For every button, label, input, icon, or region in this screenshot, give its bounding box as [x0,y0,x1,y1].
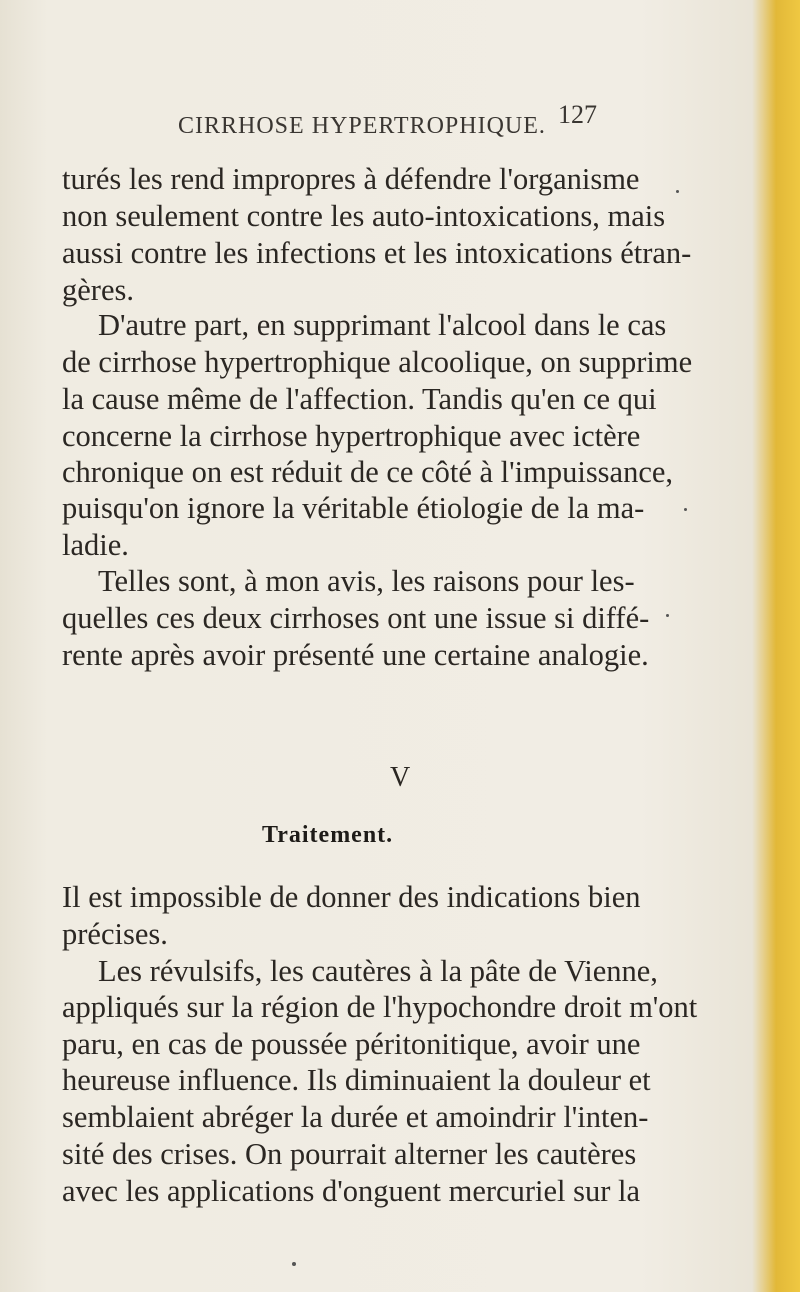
text-line: puisqu'on ignore la véritable étiologie de la ma- [62,491,645,525]
text-line: D'autre part, en supprimant l'alcool dans le cas [98,308,667,342]
text-line: précises. [62,917,168,951]
text-line: rente après avoir présenté une certaine analogie. [62,638,649,672]
text-line: avec les applications d'onguent mercuriel sur la [62,1174,641,1208]
text-line: appliqués sur la région de l'hypochondre droit m'ont [62,990,698,1024]
text-line: de cirrhose hypertrophique alcoolique, on supprime [62,345,693,379]
text-line: aussi contre les infections et les intoxications étran- [62,236,692,270]
running-head: CIRRHOSE HYPERTROPHIQUE. [178,113,546,139]
text-line: la cause même de l'affection. Tandis qu'en ce qui [62,382,657,416]
text-line: semblaient abréger la durée et amoindrir l'inten- [62,1100,649,1134]
text-line: sité des crises. On pourrait alterner les cautères [62,1137,637,1171]
ink-speck [292,1262,296,1266]
text-line: Il est impossible de donner des indications bien [62,880,641,914]
text-line: Telles sont, à mon avis, les raisons pour les- [98,564,635,598]
text-line: concerne la cirrhose hypertrophique avec ictère [62,419,641,453]
text-line: chronique on est réduit de ce côté à l'impuissance, [62,455,674,489]
ink-speck [684,508,687,511]
text-line: ladie. [62,528,129,562]
page-number: 127 [558,100,597,129]
ink-speck [666,614,669,617]
section-title: Traitement. [262,822,394,848]
text-line: paru, en cas de poussée péritonitique, avoir une [62,1027,641,1061]
text-line: Les révulsifs, les cautères à la pâte de Vienne, [98,954,658,988]
text-line: non seulement contre les auto-intoxications, mais [62,199,666,233]
text-line: gères. [62,273,134,307]
text-line: turés les rend impropres à défendre l'organisme [62,162,640,196]
ink-speck [676,190,679,193]
text-line: heureuse influence. Ils diminuaient la douleur et [62,1063,651,1097]
text-line: quelles ces deux cirrhoses ont une issue si diffé- [62,601,650,635]
section-number: V [390,762,411,793]
